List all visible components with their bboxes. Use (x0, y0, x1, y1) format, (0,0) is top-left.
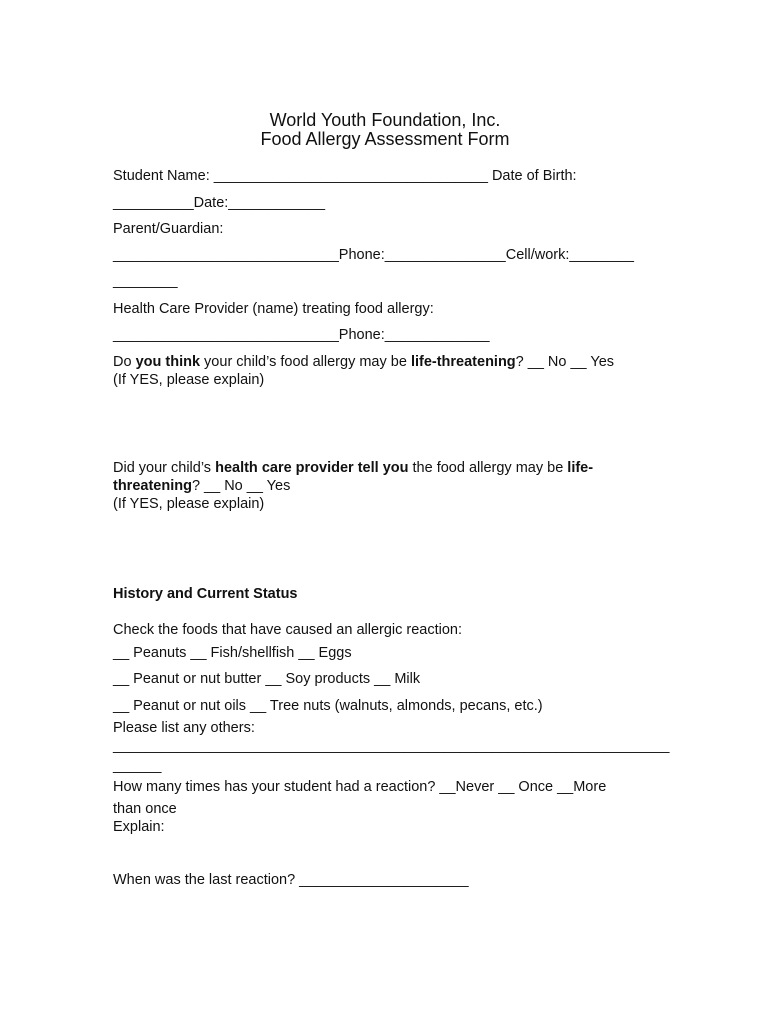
other-foods-line: _____________________________________________________________________ (113, 738, 670, 754)
history-heading: History and Current Status (113, 586, 298, 602)
reaction-count-question: How many times has your student had a reaction? __Never __ Once __More (113, 779, 607, 795)
question2-explain: (If YES, please explain) (113, 496, 265, 512)
check-foods-prompt: Check the foods that have caused an allergic reaction: (113, 622, 463, 638)
food-checklist-row-1: __ Peanuts __ Fish/shellfish __ Eggs (113, 645, 352, 661)
parent-guardian-label: Parent/Guardian: (113, 221, 224, 237)
provider-tell-question: Did your child’s health care provider tell you the food allergy may be life- (113, 460, 594, 476)
organization-title: World Youth Foundation, Inc. (269, 110, 501, 130)
food-checklist-row-2: __ Peanut or nut butter __ Soy products __ Milk (113, 671, 421, 687)
provider-phone-line: ____________________________Phone:_____________ (113, 327, 490, 343)
last-reaction-question: When was the last reaction? _____________________ (113, 872, 469, 888)
explain-label: Explain: (113, 819, 165, 835)
other-foods-line-cont: ______ (113, 758, 162, 774)
date-line: __________Date:____________ (113, 195, 326, 211)
health-care-provider-label: Health Care Provider (name) treating food allergy: (113, 301, 434, 317)
food-checklist-row-3: __ Peanut or nut oils __ Tree nuts (walnuts, almonds, pecans, etc.) (113, 698, 543, 714)
form-title: Food Allergy Assessment Form (260, 129, 510, 149)
other-foods-prompt: Please list any others: (113, 720, 255, 736)
student-name-dob-line: Student Name: __________________________________ Date of Birth: (113, 168, 577, 184)
life-threatening-question: Do you think your child’s food allergy may be life-threatening? __ No __ Yes (113, 354, 615, 370)
cell-work-continuation: ________ (113, 273, 178, 289)
parent-phone-cell-line: ____________________________Phone:_______________Cell/work:________ (113, 247, 634, 263)
question1-explain: (If YES, please explain) (113, 372, 265, 388)
reaction-count-cont: than once (113, 801, 177, 817)
provider-tell-question-cont: threatening? __ No __ Yes (113, 478, 291, 494)
